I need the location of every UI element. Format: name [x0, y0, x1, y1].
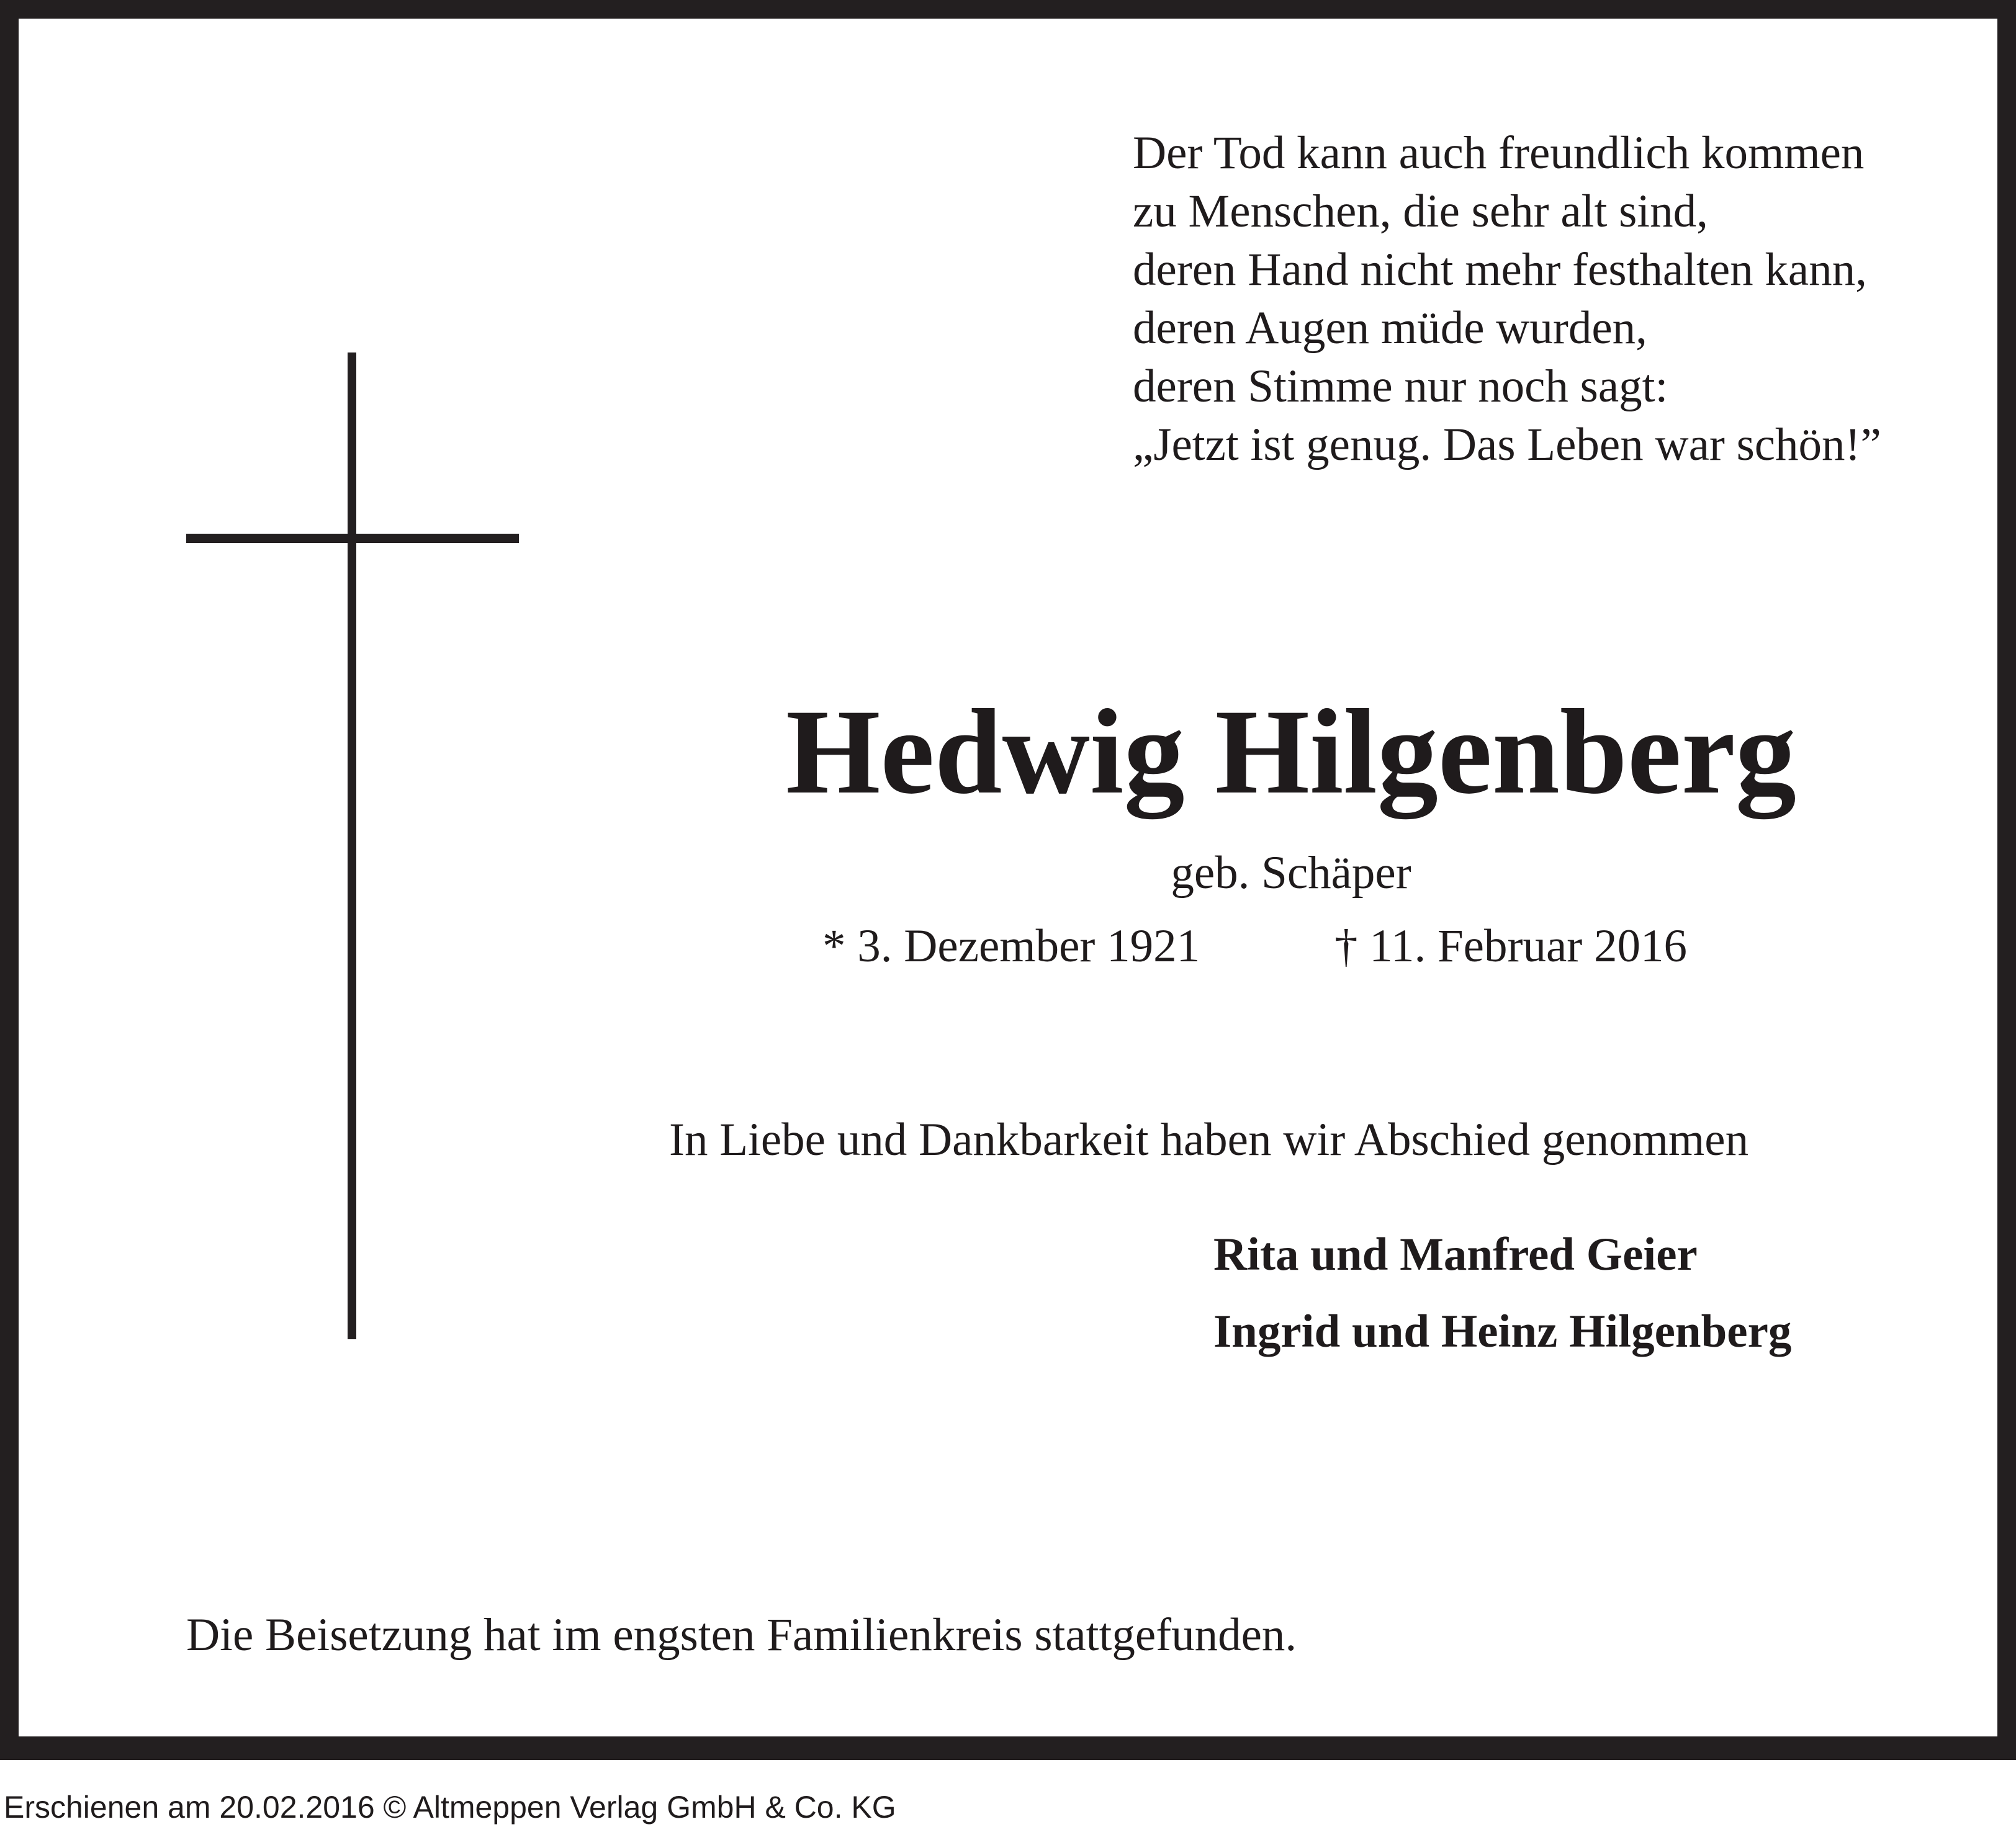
death-date: † 11. Februar 2016	[1334, 920, 1687, 972]
farewell-text: In Liebe und Dankbarkeit haben wir Abschied genommen	[669, 1114, 1749, 1165]
poem-line: deren Hand nicht mehr festhalten kann,	[1133, 244, 1867, 295]
poem-line: „Jetzt ist genug. Das Leben war schön!”	[1133, 419, 1881, 470]
poem-line: Der Tod kann auch freundlich kommen	[1133, 127, 1865, 179]
birth-date: * 3. Dezember 1921	[822, 920, 1200, 972]
poem-line: deren Stimme nur noch sagt:	[1133, 361, 1668, 412]
poem	[1133, 124, 1940, 474]
poem-line: deren Augen müde wurden,	[1133, 302, 1647, 354]
deceased-name: Hedwig Hilgenberg	[786, 685, 1796, 819]
publication-footer: Erschienen am 20.02.2016 © Altmeppen Verlag GmbH & Co. KG	[4, 1790, 896, 1825]
cross-horizontal-beam	[186, 534, 519, 543]
poem-line: zu Menschen, die sehr alt sind,	[1133, 186, 1708, 237]
burial-note: Die Beisetzung hat im engsten Familienkreis stattgefunden.	[186, 1609, 1297, 1661]
maiden-name: geb. Schäper	[1171, 847, 1411, 899]
mourner-name: Ingrid und Heinz Hilgenberg	[1213, 1306, 1792, 1357]
mourner-name: Rita und Manfred Geier	[1213, 1229, 1698, 1280]
mourners-list	[1213, 1216, 1791, 1370]
cross-vertical-beam	[348, 352, 356, 1339]
